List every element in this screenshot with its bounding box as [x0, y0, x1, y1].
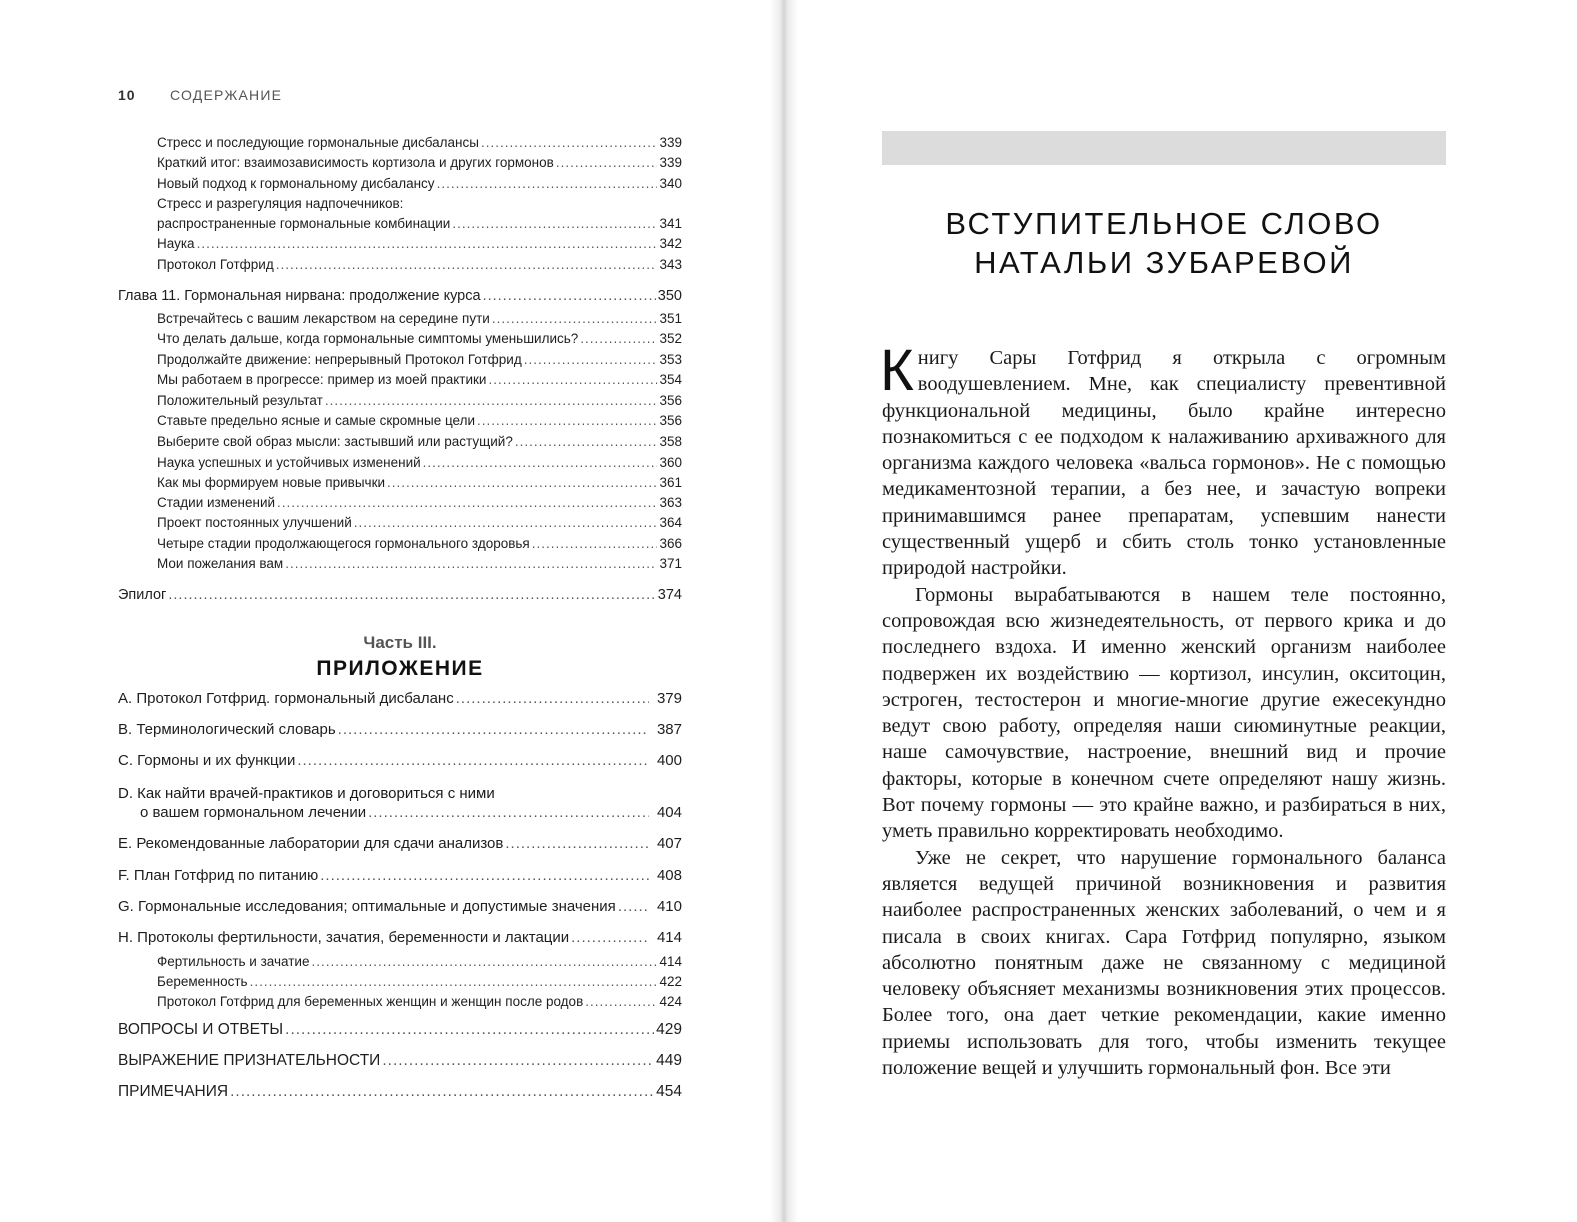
toc-entry[interactable]: Продолжайте движение: непрерывный Протокол Готфрид ..... 353 — [157, 352, 682, 367]
paragraph-2: Гормоны вырабатываются в нашем теле постоянно, сопровождая всю жизнедеятельность, от первого крика и до последнего вздоха. И именно женский организм наиболее подвержен их воздействию — кортизол, инсулин, окситоцин, эстроген, тестостерон и многие-многие другие ежесекундно ведут свою работу, определяя наши сиюминутные реакции, наше самочувствие, настроение, внешний вид и прочие факторы, которые в конечном счете определяют нашу жизнь. Вот почему гормоны — это крайне важно, и разбираться в них, уметь правильно корректировать необходимо. — [882, 583, 1446, 843]
chapter-heading-line1: ВСТУПИТЕЛЬНОЕ СЛОВО — [945, 206, 1383, 241]
toc-appendix-h[interactable]: H. Протоколы фертильности, зачатия, беременности и лактации ..... 414 — [118, 929, 682, 946]
toc-entry[interactable]: распространенные гормональные комбинации ..... 341 — [157, 216, 682, 231]
right-page — [798, 0, 1577, 1222]
toc-entry[interactable]: Протокол Готфрид ..... 343 — [157, 257, 682, 272]
toc-entry[interactable]: Наука успешных и устойчивых изменений ..... 360 — [157, 455, 682, 470]
toc-entry[interactable]: Положительный результат ..... 356 — [157, 393, 682, 408]
toc-appendix-d[interactable]: о вашем гормональном лечении ..... 404 — [118, 804, 682, 821]
toc-acknowledgements[interactable]: ВЫРАЖЕНИЕ ПРИЗНАТЕЛЬНОСТИ ..... 449 — [118, 1052, 682, 1070]
part-label: Часть III. — [363, 633, 437, 652]
toc-chapter-11[interactable]: Глава 11. Гормональная нирвана: продолжение курса ..... 350 — [118, 288, 682, 304]
toc-entry[interactable]: Новый подход к гормональному дисбалансу ..... 340 — [157, 176, 682, 191]
toc-entry[interactable]: Выберите свой образ мысли: застывший или растущий? ..... 358 — [157, 434, 682, 449]
running-head — [118, 87, 282, 103]
toc-entry[interactable]: Четыре стадии продолжающегося гормонального здоровья ..... 366 — [157, 536, 682, 551]
part-title: ПРИЛОЖЕНИЕ — [316, 657, 484, 680]
toc-appendix-a[interactable]: A. Протокол Готфрид. гормональный дисбаланс ..... 379 — [118, 690, 682, 707]
toc-appendix-e[interactable]: E. Рекомендованные лаборатории для сдачи анализов ..... 407 — [118, 835, 682, 852]
toc-questions[interactable]: ВОПРОСЫ И ОТВЕТЫ ..... 429 — [118, 1021, 682, 1039]
toc-appendix-d-line1[interactable]: D. Как найти врачей-практиков и договориться с ними — [118, 785, 495, 802]
toc-entry[interactable]: Беременность ..... 422 — [157, 974, 682, 989]
toc-entry[interactable]: Мы работаем в прогрессе: пример из моей практики ..... 354 — [157, 372, 682, 387]
drop-cap: К — [880, 338, 914, 403]
paragraph-3: Уже не секрет, что нарушение гормонального баланса является ведущей причиной возникновения и развития наиболее распространенных женских заболеваний, о чем и я писала в своих книгах. Сара Готфрид популярно, языком абсолютно понятным даже не связанному с медициной человеку объясняет механизмы возникновения этих процессов. Более того, она дает четкие рекомендации, какие именно приемы использовать для того, чтобы изменить текущее положение вещей и улучшить гормональный фон. Все эти — [882, 846, 1446, 1080]
toc-entry[interactable]: Краткий итог: взаимозависимость кортизола и других гормонов ..... 339 — [157, 155, 682, 170]
toc-entry[interactable]: Встречайтесь с вашим лекарством на середине пути ..... 351 — [157, 311, 682, 326]
toc-entry-first-line[interactable]: Стресс и разрегуляция надпочечников: — [157, 196, 404, 211]
toc-entry[interactable]: Что делать дальше, когда гормональные симптомы уменьшились? ..... 352 — [157, 331, 682, 346]
paragraph-1: Книгу Сары Готфрид я открыла с огромным воодушевлением. Мне, как специалисту превентивной функциональной медицины, было крайне интересно познакомиться с ее подходом к налаживанию архиважного для организма каждого человека «вальса гормонов». Не с помощью медикаментозной терапии, а без нее, и зачастую вопреки принимавшимся ранее препаратам, успевшим нанести существенный ущерб и сбить столь тонко установленные природой настройки. — [880, 338, 1446, 580]
toc-entry[interactable]: Стадии изменений ..... 363 — [157, 495, 682, 510]
toc-epilogue[interactable]: Эпилог ..... 374 — [118, 587, 682, 603]
toc-entry[interactable]: Наука ..... 342 — [157, 236, 682, 251]
toc-appendix-b[interactable]: B. Терминологический словарь ..... 387 — [118, 721, 682, 738]
toc-entry[interactable]: Ставьте предельно ясные и самые скромные цели ..... 356 — [157, 413, 682, 428]
toc-notes[interactable]: ПРИМЕЧАНИЯ ..... 454 — [118, 1083, 682, 1101]
left-page — [0, 0, 778, 1222]
header-bar — [882, 131, 1446, 165]
toc-entry[interactable]: Как мы формируем новые привычки ..... 361 — [157, 475, 682, 490]
toc-entry[interactable]: Стресс и последующие гормональные дисбалансы ..... 339 — [157, 135, 682, 150]
toc-entry[interactable]: Протокол Готфрид для беременных женщин и женщин после родов ..... 424 — [157, 994, 682, 1009]
toc-appendix-f[interactable]: F. План Готфрид по питанию ..... 408 — [118, 867, 682, 884]
body-text — [880, 338, 1446, 1081]
running-title: СОДЕРЖАНИЕ — [170, 87, 283, 103]
chapter-heading-line2: НАТАЛЬИ ЗУБАРЕВОЙ — [974, 245, 1354, 280]
toc-entry[interactable]: Мои пожелания вам ..... 371 — [157, 556, 682, 571]
book-spine-shadow — [770, 0, 798, 1222]
toc-appendix-g[interactable]: G. Гормональные исследования; оптимальные и допустимые значения ..... 410 — [118, 898, 682, 915]
toc-entry[interactable]: Проект постоянных улучшений ..... 364 — [157, 515, 682, 530]
page-number: 10 — [118, 87, 136, 103]
toc-appendix-c[interactable]: C. Гормоны и их функции ..... 400 — [118, 752, 682, 769]
toc-entry[interactable]: Фертильность и зачатие ..... 414 — [157, 954, 682, 969]
